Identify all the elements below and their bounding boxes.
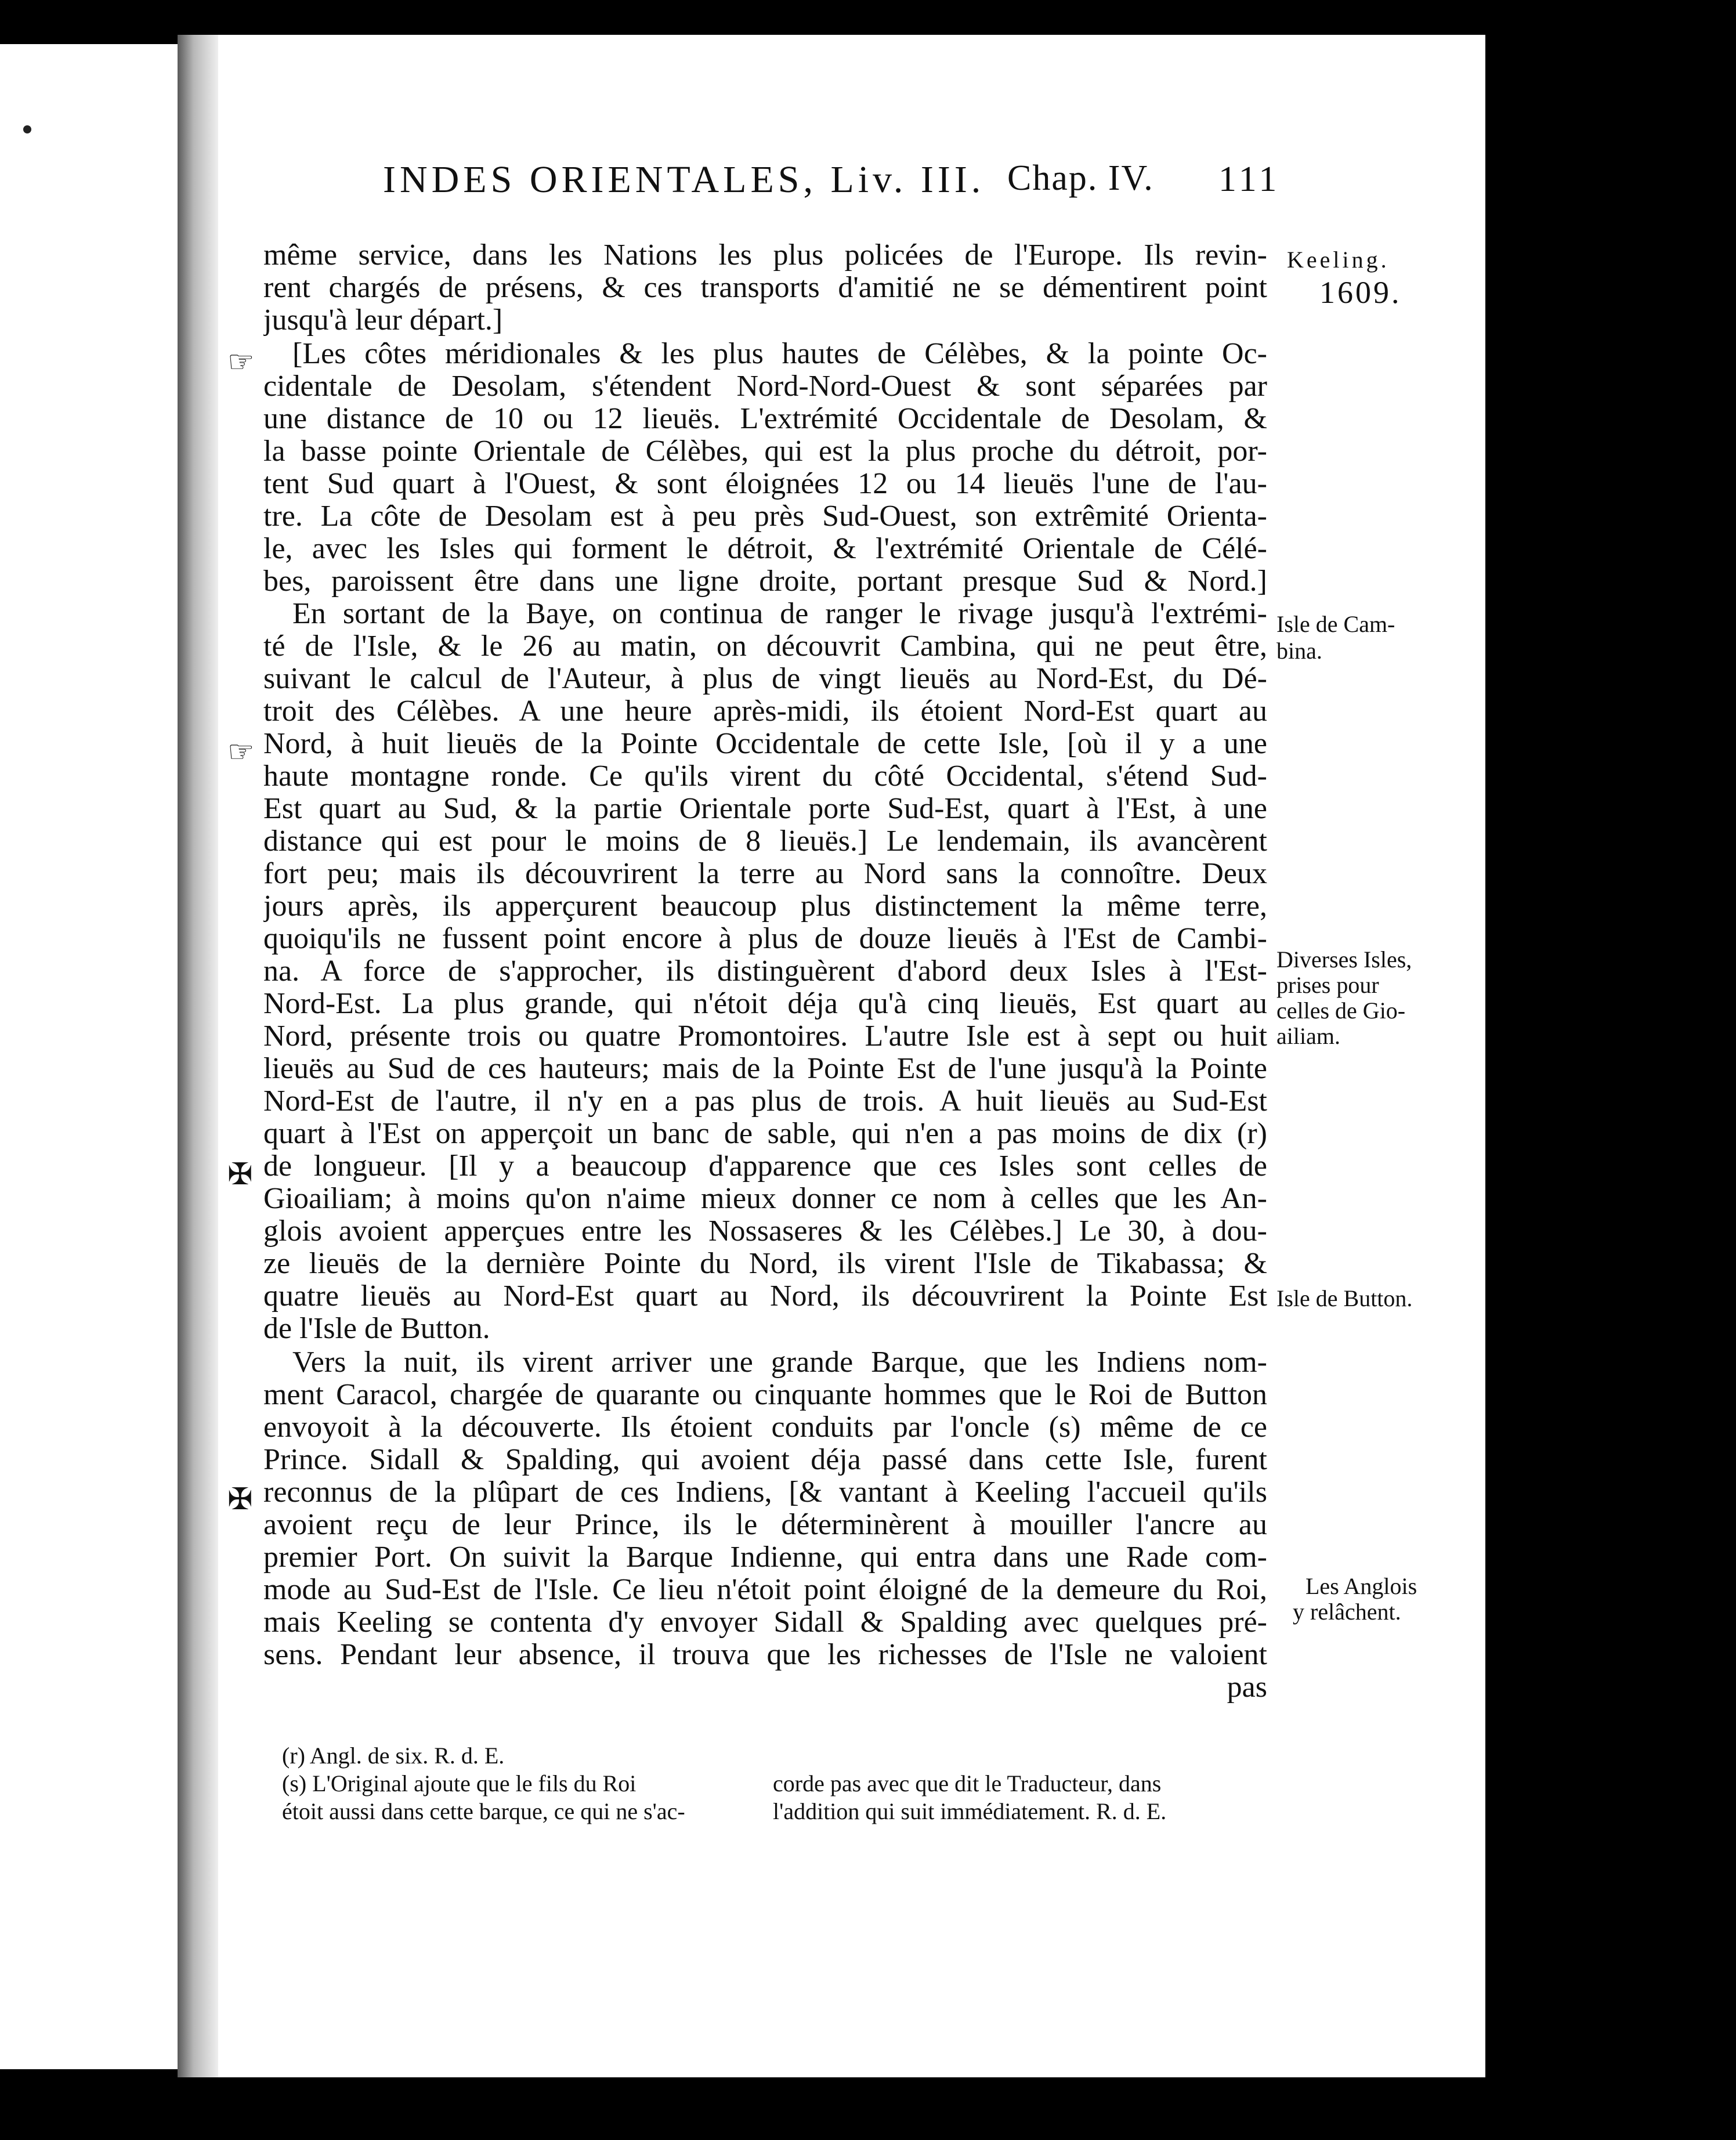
- text-line: quoiqu'ils ne fussent point encore à plus de douze lieuës à l'Est de Cambi-: [263, 923, 1267, 955]
- text-line: na. A force de s'approcher, ils distinguèrent d'abord deux Isles à l'Est-: [263, 955, 1267, 988]
- text-line: Nord-Est de l'autre, il n'y en a pas plus de trois. A huit lieuës au Sud-Est: [263, 1085, 1267, 1118]
- text-line: [Les côtes méridionales & les plus hautes de Célèbes, & la pointe Oc-: [292, 338, 1267, 370]
- text-line: fort peu; mais ils découvrirent la terre au Nord sans la connoître. Deux: [263, 858, 1267, 890]
- text-line: même service, dans les Nations les plus policées de l'Europe. Ils revin-: [263, 239, 1267, 272]
- footnote-line: (r) Angl. de six. R. d. E.: [282, 1743, 505, 1769]
- text-line: le, avec les Isles qui forment le détroit, & l'extrémité Orientale de Célé-: [263, 533, 1267, 565]
- text-line: reconnus de la plûpart de ces Indiens, [& vantant à Keeling l'accueil qu'ils: [263, 1476, 1267, 1509]
- text-line: quart à l'Est on apperçoit un banc de sable, qui n'en a pas moins de dix (r): [263, 1118, 1267, 1150]
- marginal-marks: [227, 0, 262, 2140]
- footnotes: [282, 1742, 1268, 1835]
- text-line: En sortant de la Baye, on continua de ranger le rivage jusqu'à l'extrémi-: [292, 598, 1267, 630]
- text-line: premier Port. On suivit la Barque Indienne, qui entra dans une Rade com-: [263, 1541, 1267, 1574]
- text-line: bes, paroissent être dans une ligne droite, portant presque Sud & Nord.]: [263, 565, 1267, 598]
- footnote-column-left: [282, 1742, 746, 1825]
- main-text: [263, 239, 1267, 1704]
- text-line: Prince. Sidall & Spalding, qui avoient déja passé dans cette Isle, furent: [263, 1444, 1267, 1476]
- ink-spot: [23, 125, 31, 133]
- text-line: mode au Sud-Est de l'Isle. Ce lieu n'étoit point éloigné de la demeure du Roi,: [263, 1574, 1267, 1606]
- text-line: Nord, présente trois ou quatre Promontoires. L'autre Isle est à sept ou huit: [263, 1020, 1267, 1053]
- text-line: glois avoient apperçues entre les Nossaseres & les Célèbes.] Le 30, à dou-: [263, 1215, 1267, 1248]
- footnote-line: [773, 1742, 1268, 1770]
- footnote-column-right: [773, 1742, 1268, 1825]
- pointing-hand-icon: ☞: [227, 735, 255, 769]
- text-line: une distance de 10 ou 12 lieuës. L'extrémité Occidentale de Desolam, &: [263, 403, 1267, 435]
- text-line: troit des Célèbes. A une heure après-midi, ils étoient Nord-Est quart au: [263, 695, 1267, 728]
- margin-note-button: Isle de Button.: [1276, 1285, 1413, 1311]
- running-head-title: INDES ORIENTALES, Liv. III.: [383, 158, 985, 201]
- footnote-line: corde pas avec que dit le Traducteur, dans: [773, 1770, 1162, 1796]
- text-line: mais Keeling se contenta d'y envoyer Sidall & Spalding avec quelques pré-: [263, 1606, 1267, 1639]
- text-line: té de l'Isle, & le 26 au matin, on découvrit Cambina, qui ne peut être,: [263, 630, 1267, 663]
- margin-notes: [1276, 0, 1451, 2140]
- footnote-line: l'addition qui suit immédiatement. R. d. E.: [773, 1798, 1167, 1824]
- text-line: de l'Isle de Button.: [263, 1313, 490, 1345]
- margin-note-diverses-isles: celles de Gio-: [1276, 997, 1406, 1024]
- text-line: lieuës au Sud de ces hauteurs; mais de la Pointe Est de l'une jusqu'à la Pointe: [263, 1053, 1267, 1085]
- text-line: ze lieuës de la dernière Pointe du Nord, ils virent l'Isle de Tikabassa; &: [263, 1248, 1267, 1280]
- text-line: suivant le calcul de l'Auteur, à plus de vingt lieuës au Nord-Est, du Dé-: [263, 663, 1267, 695]
- text-line: jusqu'à leur départ.]: [263, 304, 503, 337]
- previous-page-edge: [0, 44, 179, 2069]
- margin-note-diverses-isles: prises pour: [1276, 972, 1379, 998]
- scan-border-right: [1485, 0, 1736, 2140]
- footnote-line: (s) L'Original ajoute que le fils du Roi: [282, 1770, 636, 1796]
- margin-note-cambina: Isle de Cam-: [1276, 611, 1395, 637]
- text-line: Gioailiam; à moins qu'on n'aime mieux donner ce nom à celles que les An-: [263, 1183, 1267, 1215]
- book-gutter: [178, 35, 218, 2077]
- margin-note-anglois: y relâchent.: [1293, 1599, 1401, 1625]
- text-line: la basse pointe Orientale de Célèbes, qui est la plus proche du détroit, por-: [263, 435, 1267, 468]
- text-line: de longueur. [Il y a beaucoup d'apparence que ces Isles sont celles de: [263, 1150, 1267, 1183]
- margin-note-keeling: Keeling.: [1287, 247, 1390, 273]
- text-line: envoyoit à la découverte. Ils étoient conduits par l'oncle (s) même de ce: [263, 1411, 1267, 1444]
- text-line: Nord, à huit lieuës de la Pointe Occidentale de cette Isle, [où il y a une: [263, 728, 1267, 760]
- text-line: jours après, ils apperçurent beaucoup plus distinctement la même terre,: [263, 890, 1267, 923]
- maltese-cross-icon: ✠: [227, 1482, 253, 1517]
- text-line: cidentale de Desolam, s'étendent Nord-Nord-Ouest & sont séparées par: [263, 370, 1267, 403]
- text-line: quatre lieuës au Nord-Est quart au Nord, ils découvrirent la Pointe Est: [263, 1280, 1267, 1313]
- text-line: sens. Pendant leur absence, il trouva que les richesses de l'Isle ne valoient: [263, 1639, 1267, 1671]
- maltese-cross-icon: ✠: [227, 1157, 253, 1192]
- text-line: haute montagne ronde. Ce qu'ils virent du côté Occidental, s'étend Sud-: [263, 760, 1267, 793]
- page-number: 111: [1218, 160, 1281, 199]
- footnote-line: étoit aussi dans cette barque, ce qui ne s'ac-: [282, 1798, 685, 1824]
- text-line: rent chargés de présens, & ces transports d'amitié ne se démentirent point: [263, 272, 1267, 304]
- pointing-hand-icon: ☞: [227, 345, 255, 379]
- text-line: avoient reçu de leur Prince, ils le déterminèrent à mouiller l'ancre au: [263, 1509, 1267, 1541]
- margin-note-anglois: Les Anglois: [1305, 1573, 1417, 1599]
- text-line: tent Sud quart à l'Ouest, & sont éloignées 12 ou 14 lieuës l'une de l'au-: [263, 468, 1267, 500]
- text-line: tre. La côte de Desolam est à peu près Sud-Ouest, son extrêmité Orienta-: [263, 500, 1267, 533]
- margin-note-year: 1609.: [1319, 275, 1402, 310]
- running-head: [383, 152, 1281, 210]
- text-line: Est quart au Sud, & la partie Orientale porte Sud-Est, quart à l'Est, à une: [263, 793, 1267, 825]
- text-line: Vers la nuit, ils virent arriver une grande Barque, que les Indiens nom-: [292, 1346, 1267, 1379]
- text-line: ment Caracol, chargée de quarante ou cinquante hommes que le Roi de Button: [263, 1379, 1267, 1411]
- running-head-chapter: Chap. IV.: [1007, 158, 1154, 198]
- text-line: distance qui est pour le moins de 8 lieuës.] Le lendemain, ils avancèrent: [263, 825, 1267, 858]
- margin-note-diverses-isles: Diverses Isles,: [1276, 946, 1412, 973]
- text-line: Nord-Est. La plus grande, qui n'étoit déja qu'à cinq lieuës, Est quart au: [263, 988, 1267, 1020]
- catchword: pas: [1227, 1671, 1267, 1704]
- margin-note-cambina: bina.: [1276, 638, 1322, 664]
- margin-note-diverses-isles: ailiam.: [1276, 1023, 1340, 1049]
